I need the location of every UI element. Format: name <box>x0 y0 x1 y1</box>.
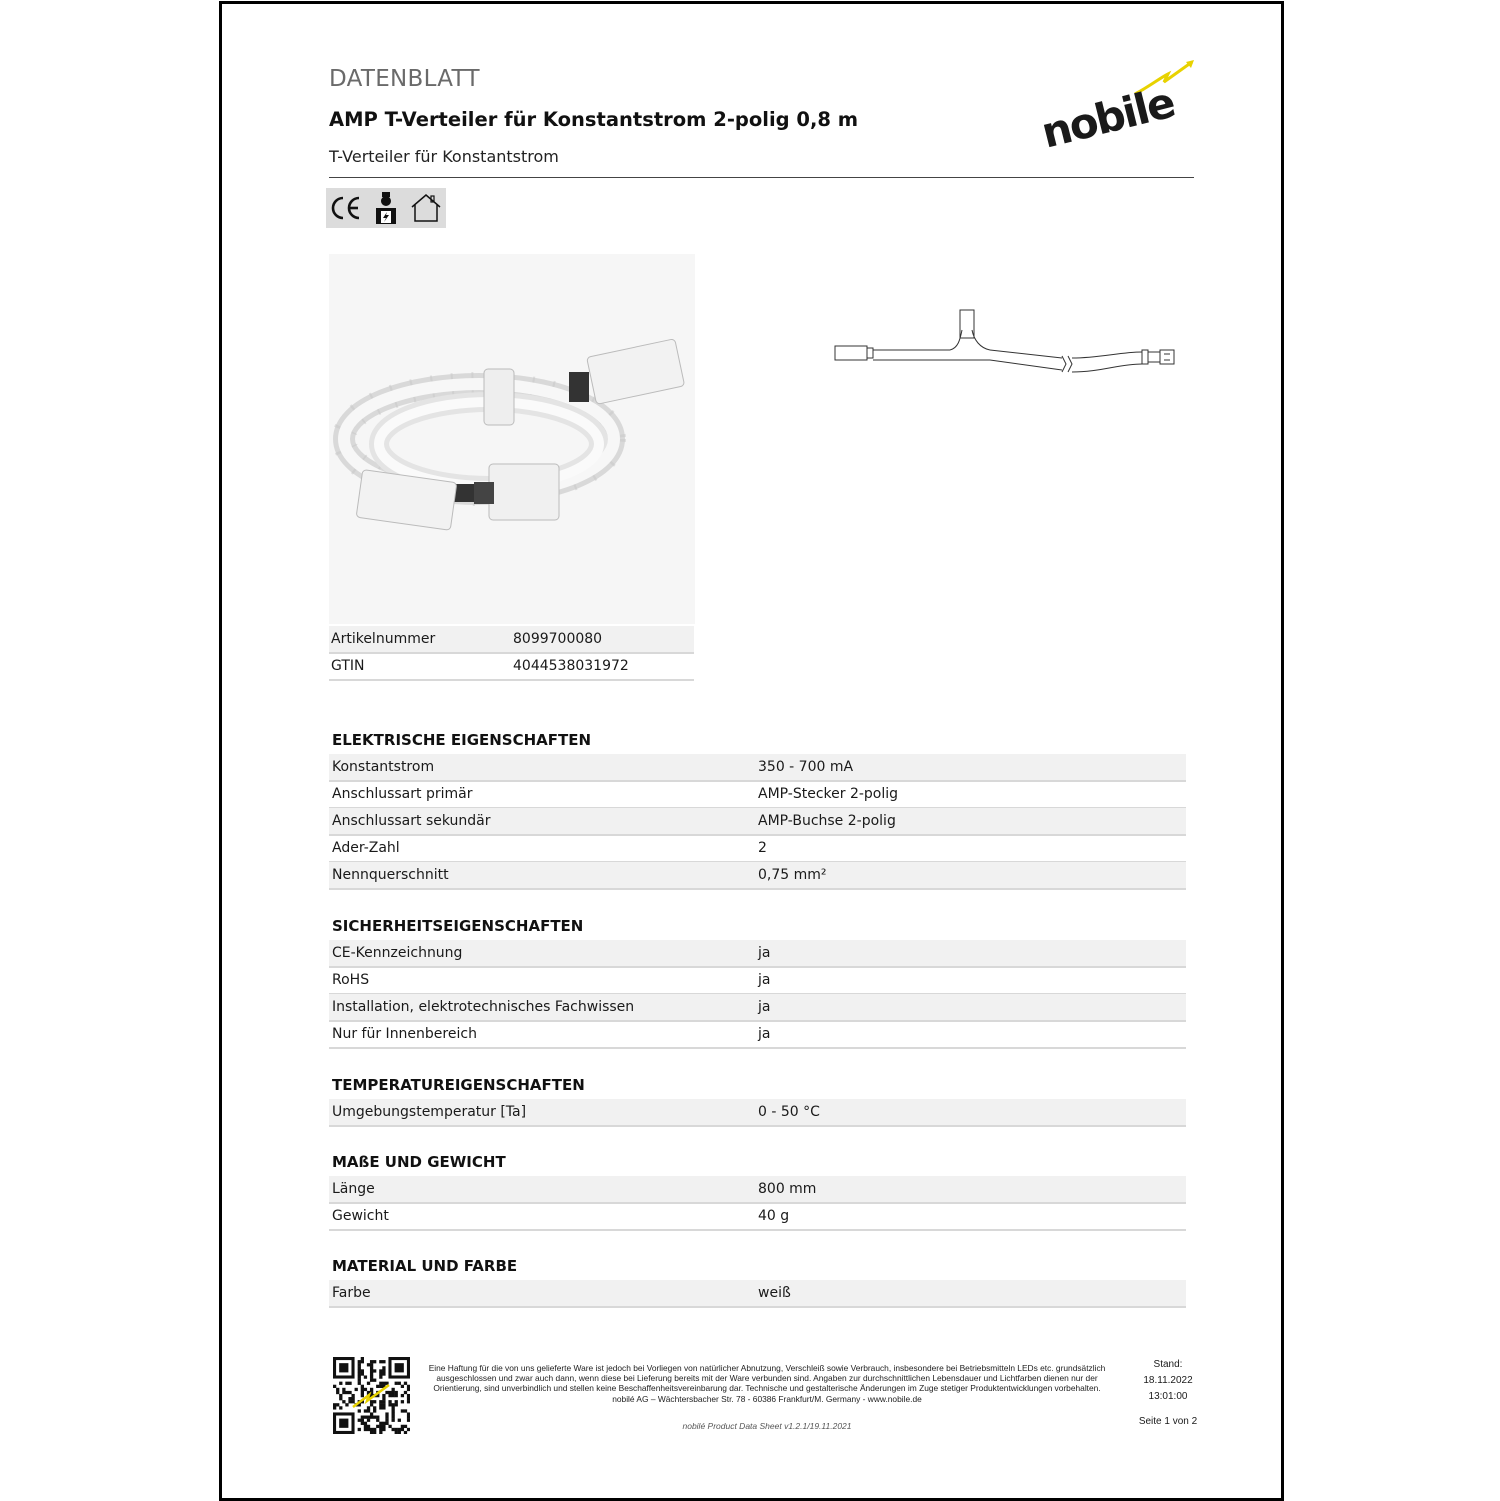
property-value: ja <box>758 945 771 961</box>
stand-time: 13:01:00 <box>1148 1391 1188 1402</box>
property-row <box>329 967 1186 995</box>
property-label: Farbe <box>332 1285 371 1301</box>
document-label: DATENBLATT <box>329 66 480 92</box>
property-row <box>329 808 1186 836</box>
qr-code <box>333 1357 410 1434</box>
property-label: Länge <box>332 1181 375 1197</box>
schematic-drawing <box>830 300 1180 390</box>
indoor-house-icon <box>406 188 446 228</box>
stand-block <box>1118 1357 1218 1405</box>
property-row <box>329 940 1186 968</box>
property-value: AMP-Stecker 2-polig <box>758 786 899 802</box>
certification-badges <box>326 188 446 228</box>
nobile-logo <box>1040 56 1200 156</box>
property-label: Anschlussart primär <box>332 786 473 802</box>
property-value: 800 mm <box>758 1181 817 1197</box>
id-label: GTIN <box>331 658 365 674</box>
property-value: ja <box>758 1026 771 1042</box>
property-value: 2 <box>758 840 767 856</box>
disclaimer-text: Eine Haftung für die von uns gelieferte Ware ist jedoch bei Vorliegen von natürlicher Abnutzung, Verschleiß sowie Verbrauch, insbesondere bei Betriebsmitteln LEDs etc. grundsätzlich ausgeschlossen und zwar auch dann, wenn diese bei Lieferung bereits mit der Ware verbunden sind. Angaben zur durchschnittlichen Lebensdauer und Lichtfarben dienen nur der Orientierung, sind unverbindlich und stellen keine Beschaffenheitsvereinbarung dar. Technische und gestalterische Änderungen im Zuge stetiger Produktentwicklungen vorbehalten. nobilé AG – Wächtersbacher Str. 78 - 60386 Frankfurt/M. Germany - www.nobile.de <box>428 1363 1106 1404</box>
property-value: ja <box>758 999 771 1015</box>
property-row <box>329 862 1186 890</box>
property-label: Gewicht <box>332 1208 389 1224</box>
property-label: Nur für Innenbereich <box>332 1026 477 1042</box>
property-label: Nennquerschnitt <box>332 867 449 883</box>
version-text: nobilé Product Data Sheet v1.2.1/19.11.2021 <box>682 1421 852 1431</box>
property-row <box>329 835 1186 863</box>
stand-date: 18.11.2022 <box>1143 1375 1193 1386</box>
section-title: ELEKTRISCHE EIGENSCHAFTEN <box>332 731 592 749</box>
property-value: ja <box>758 972 771 988</box>
property-value: 0,75 mm² <box>758 867 827 883</box>
property-label: Umgebungstemperatur [Ta] <box>332 1104 527 1120</box>
product-subtitle: T-Verteiler für Konstantstrom <box>329 147 559 166</box>
id-row <box>329 653 694 681</box>
property-label: Konstantstrom <box>332 759 435 775</box>
property-value: 0 - 50 °C <box>758 1104 820 1120</box>
property-label: Ader-Zahl <box>332 840 400 856</box>
product-title: AMP T-Verteiler für Konstantstrom 2-polig 0,8 m <box>329 108 859 131</box>
svg-text:nobile: nobile <box>1040 77 1179 156</box>
section-title: MATERIAL UND FARBE <box>332 1257 518 1275</box>
id-value: 8099700080 <box>513 631 603 647</box>
property-value: 350 - 700 mA <box>758 759 854 775</box>
property-value: weiß <box>758 1285 791 1301</box>
property-label: Anschlussart sekundär <box>332 813 491 829</box>
id-row <box>329 626 694 654</box>
id-value: 4044538031972 <box>513 658 629 674</box>
property-row <box>329 781 1186 809</box>
property-row <box>329 1280 1186 1308</box>
property-row <box>329 754 1186 782</box>
property-label: CE-Kennzeichnung <box>332 945 463 961</box>
property-row <box>329 1099 1186 1127</box>
property-value: 40 g <box>758 1208 790 1224</box>
property-label: RoHS <box>332 972 370 988</box>
property-row <box>329 1176 1186 1204</box>
header-rule <box>329 177 1194 178</box>
stand-label: Stand: <box>1153 1359 1183 1370</box>
property-row <box>329 1203 1186 1231</box>
property-row <box>329 994 1186 1022</box>
product-photo <box>329 254 695 624</box>
property-row <box>329 1021 1186 1049</box>
property-value: AMP-Buchse 2-polig <box>758 813 896 829</box>
electrician-icon <box>366 188 406 228</box>
ce-mark-icon <box>326 188 366 228</box>
section-title: TEMPERATUREIGENSCHAFTEN <box>332 1076 585 1094</box>
section-title: MAßE UND GEWICHT <box>332 1153 506 1171</box>
property-label: Installation, elektrotechnisches Fachwissen <box>332 999 635 1015</box>
section-title: SICHERHEITSEIGENSCHAFTEN <box>332 917 584 935</box>
page-number: Seite 1 von 2 <box>1138 1416 1198 1427</box>
id-label: Artikelnummer <box>331 631 436 647</box>
